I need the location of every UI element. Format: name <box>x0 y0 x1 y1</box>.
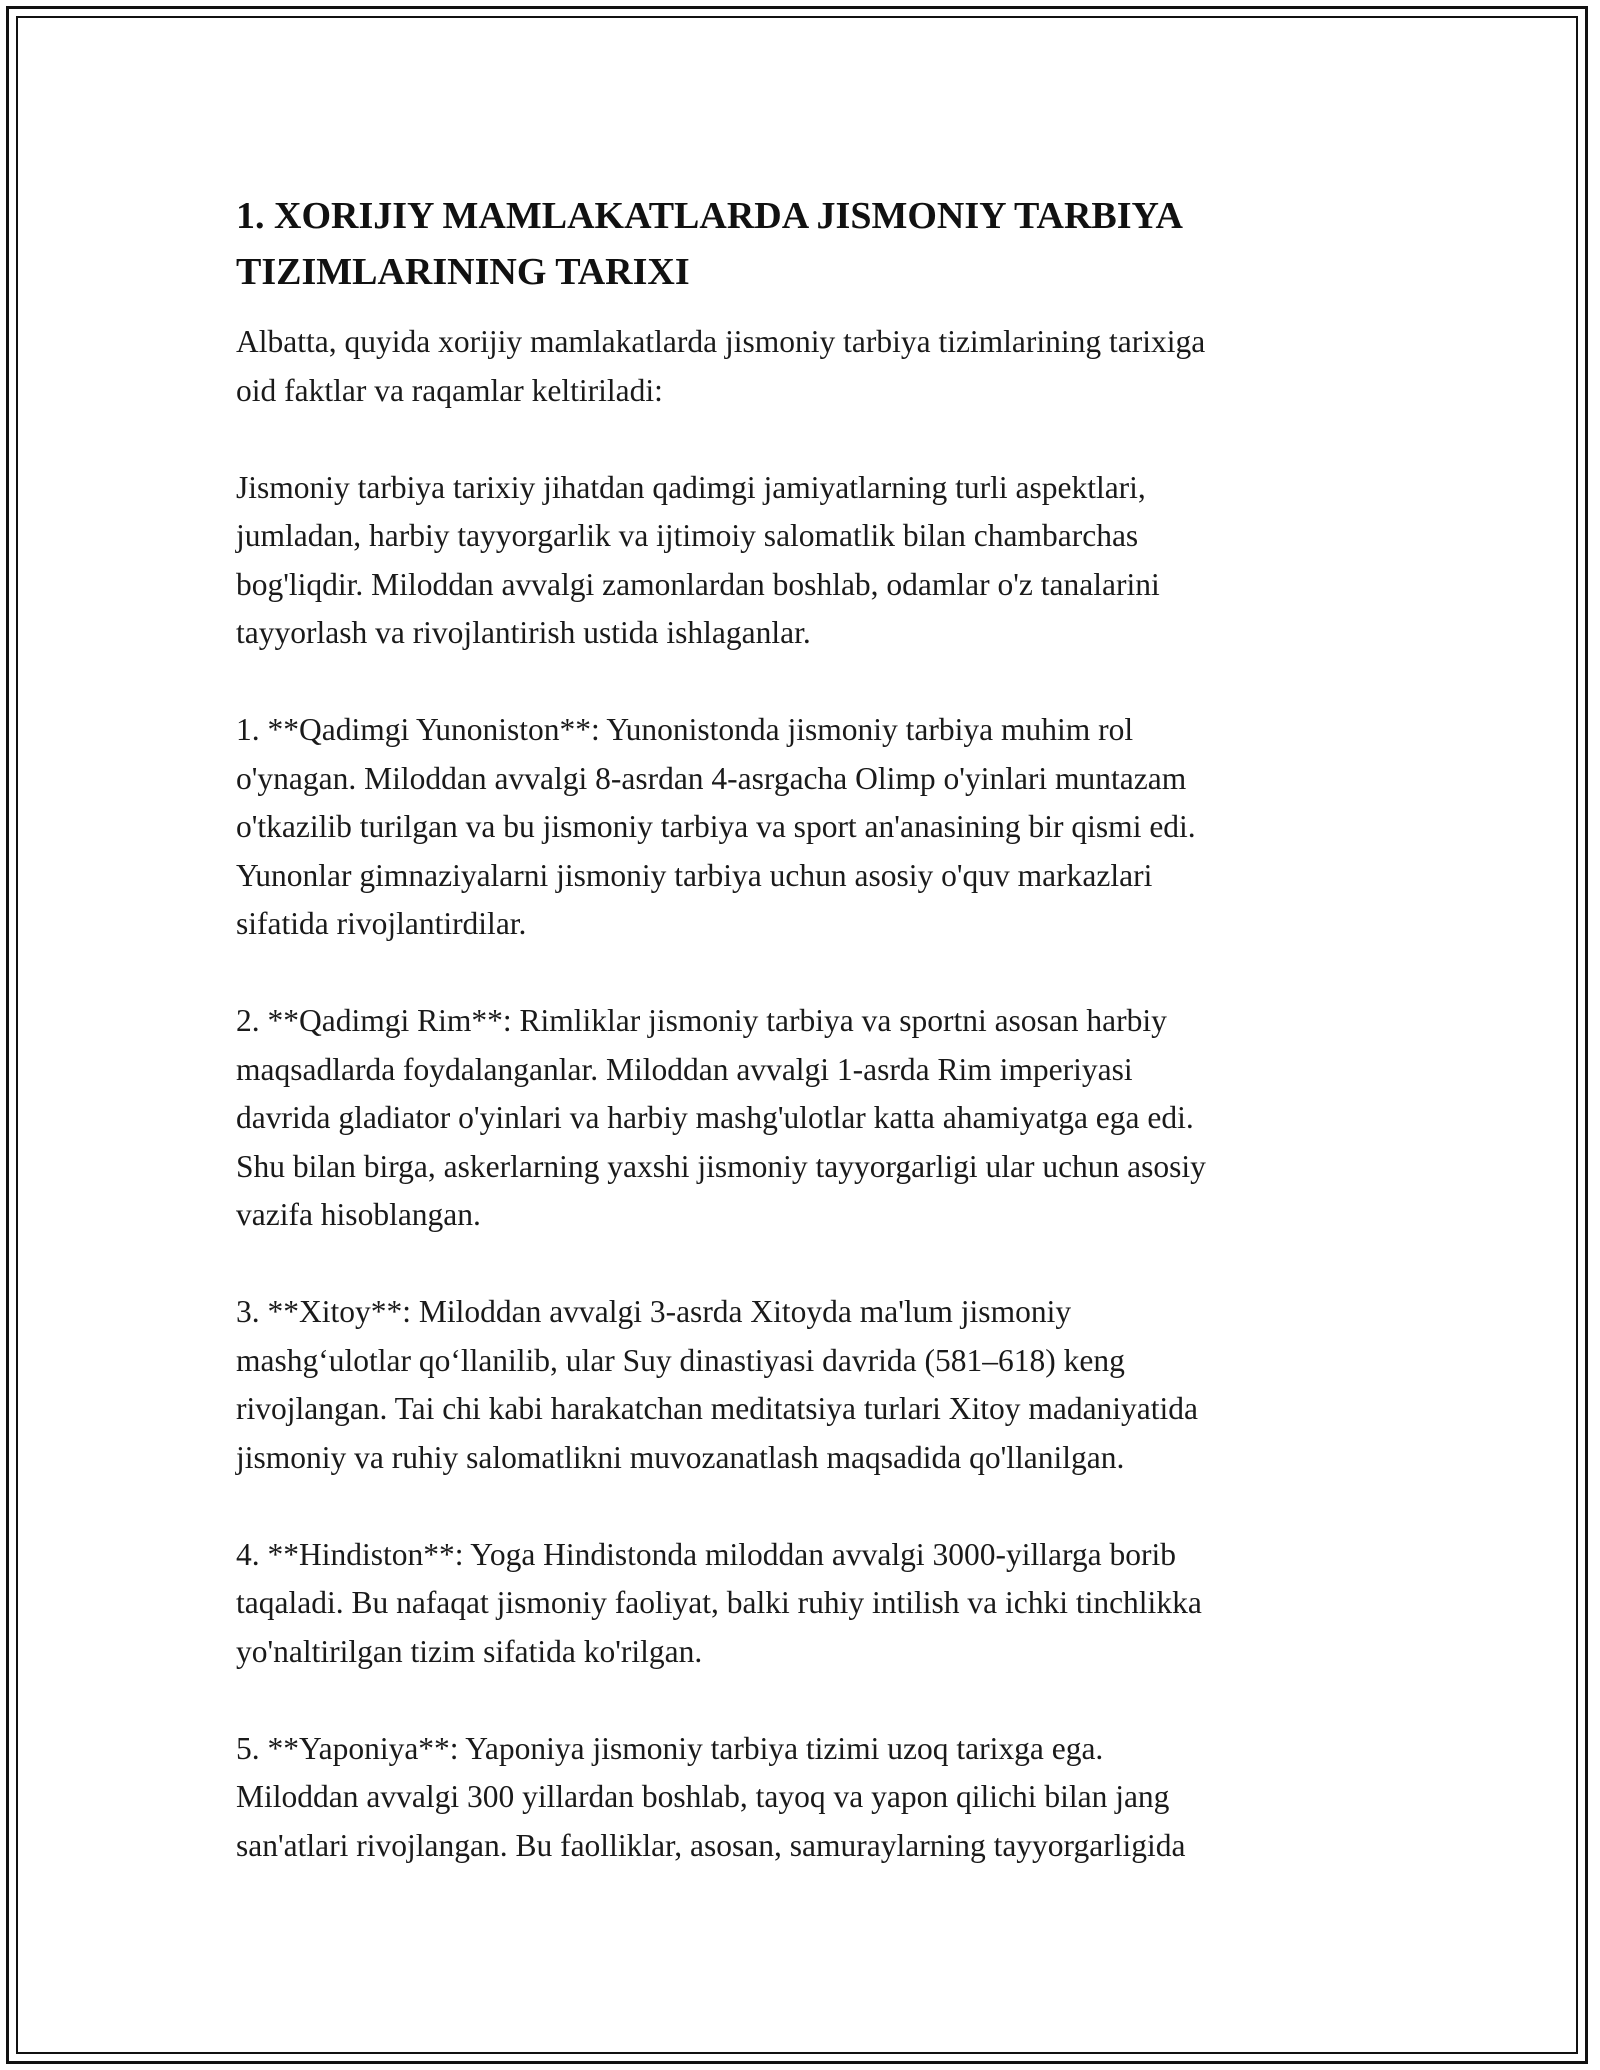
list-item-rome <box>236 997 1386 1240</box>
text-line: Albatta, quyida xorijiy mamlakatlarda jismoniy tarbiya tizimlarining tarixiga <box>236 324 1206 359</box>
text-line: o'tkazilib turilgan va bu jismoniy tarbiya va sport an'anasining bir qismi edi. <box>236 809 1196 844</box>
text-line: Jismoniy tarbiya tarixiy jihatdan qadimgi jamiyatlarning turli aspektlari, <box>236 469 1146 505</box>
text-line: sifatida rivojlantirdilar. <box>236 906 527 941</box>
document-body <box>236 188 1386 1919</box>
heading-line: TIZIMLARINING TARIXI <box>236 251 690 293</box>
text-line: taqaladi. Bu nafaqat jismoniy faoliyat, balki ruhiy intilish va ichki tinchlikka <box>236 1585 1202 1620</box>
list-item-greece <box>236 706 1386 949</box>
list-item-japan <box>236 1725 1386 1871</box>
list-item-china <box>236 1288 1386 1482</box>
text-line: bog'liqdir. Miloddan avvalgi zamonlardan boshlab, odamlar o'z tanalarini <box>236 566 1160 602</box>
text-line: 5. **Yaponiya**: Yaponiya jismoniy tarbiya tizimi uzoq tarixga ega. <box>236 1730 1104 1766</box>
text-line: Shu bilan birga, askerlarning yaxshi jismoniy tayyorgarligi ular uchun asosiy <box>236 1148 1206 1184</box>
text-line: oid faktlar va raqamlar keltiriladi: <box>236 372 663 408</box>
list-item-india <box>236 1531 1386 1677</box>
text-line: maqsadlarda foydalanganlar. Miloddan avvalgi 1-asrda Rim imperiyasi <box>236 1051 1133 1087</box>
text-line: jumladan, harbiy tayyorgarlik va ijtimoiy salomatlik bilan chambarchas <box>236 518 1139 553</box>
text-line: san'atlari rivojlangan. Bu faolliklar, asosan, samuraylarning tayyorgarligida <box>236 1827 1186 1863</box>
text-line: Miloddan avvalgi 300 yillardan boshlab, tayoq va yapon qilichi bilan jang <box>236 1779 1170 1814</box>
text-line: mashg‘ulotlar qo‘llanilib, ular Suy dinastiyasi davrida (581–618) keng <box>236 1342 1125 1378</box>
intro-paragraph <box>236 318 1386 415</box>
text-line: Yunonlar gimnaziyalarni jismoniy tarbiya uchun asosiy o'quv markazlari <box>236 857 1153 893</box>
text-line: yo'naltirilgan tizim sifatida ko'rilgan. <box>236 1633 703 1669</box>
overview-paragraph <box>236 464 1386 658</box>
text-line: o'ynagan. Miloddan avvalgi 8-asrdan 4-asrgacha Olimp o'yinlari muntazam <box>236 760 1187 796</box>
text-line: 1. **Qadimgi Yunoniston**: Yunonistonda jismoniy tarbiya muhim rol <box>236 712 1134 747</box>
text-line: jismoniy va ruhiy salomatlikni muvozanatlash maqsadida qo'llanilgan. <box>236 1439 1125 1475</box>
heading-line: 1. XORIJIY MAMLAKATLARDA JISMONIY TARBIYA <box>236 195 1183 237</box>
text-line: 3. **Xitoy**: Miloddan avvalgi 3-asrda Xitoyda ma'lum jismoniy <box>236 1294 1072 1329</box>
text-line: 4. **Hindiston**: Yoga Hindistonda miloddan avvalgi 3000-yillarga borib <box>236 1536 1176 1572</box>
text-line: 2. **Qadimgi Rim**: Rimliklar jismoniy tarbiya va sportni asosan harbiy <box>236 1003 1167 1038</box>
text-line: rivojlangan. Tai chi kabi harakatchan meditatsiya turlari Xitoy madaniyatida <box>236 1391 1199 1426</box>
text-line: vazifa hisoblangan. <box>236 1197 481 1232</box>
section-heading <box>236 188 1386 300</box>
text-line: tayyorlash va rivojlantirish ustida ishlaganlar. <box>236 615 811 650</box>
text-line: davrida gladiator o'yinlari va harbiy mashg'ulotlar katta ahamiyatga ega edi. <box>236 1100 1194 1135</box>
